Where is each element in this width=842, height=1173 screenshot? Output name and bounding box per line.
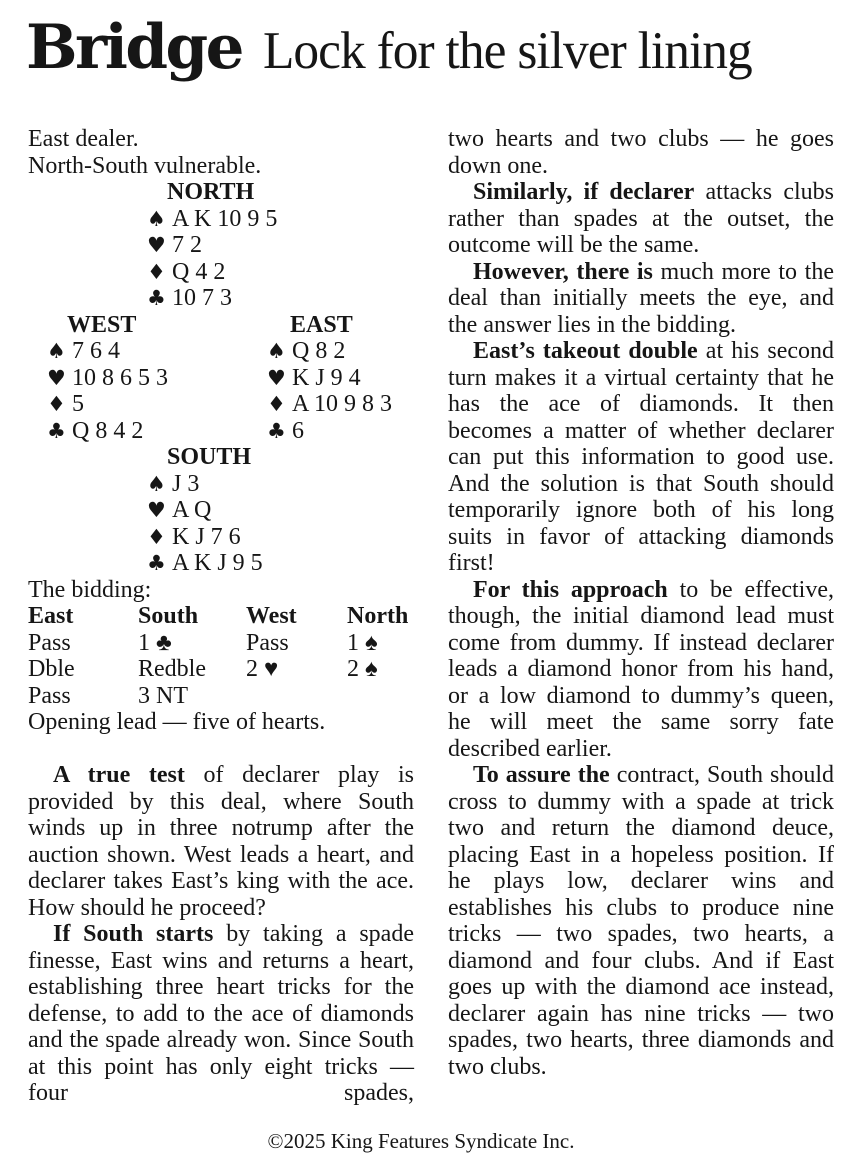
heart-icon: ♥ bbox=[267, 365, 286, 390]
bid-cell: 2 ♥ bbox=[246, 656, 279, 682]
south-label: SOUTH bbox=[167, 444, 252, 470]
bid-cell: Pass bbox=[28, 629, 71, 656]
paragraph bbox=[448, 179, 834, 259]
bidding-table bbox=[28, 603, 414, 709]
south-spades-line bbox=[147, 471, 414, 498]
diamond-icon: ♦ bbox=[47, 392, 66, 416]
paragraph-text: two hearts and two clubs — he goes down one. bbox=[448, 126, 834, 179]
south-hand bbox=[147, 444, 414, 577]
paragraph bbox=[448, 762, 834, 1080]
north-diamonds-cards: Q 4 2 bbox=[172, 258, 226, 285]
east-hearts-cards: K J 9 4 bbox=[292, 364, 361, 391]
north-hand bbox=[147, 179, 414, 312]
club-icon: ♣ bbox=[47, 418, 66, 443]
paragraph-text: by taking a spade finesse, East wins and returns a heart, establishing three heart tricks for the defense, to add to the ace of diamonds and the spade already won. Since South at this point has only eight tricks — four spades, bbox=[28, 921, 414, 1106]
dealer-line: East dealer. bbox=[28, 126, 139, 152]
diamond-icon: ♦ bbox=[147, 524, 166, 549]
bid-cell bbox=[347, 683, 414, 710]
club-icon: ♣ bbox=[147, 286, 166, 310]
opening-lead-line: Opening lead — five of hearts. bbox=[28, 709, 326, 735]
east-clubs-cards: 6 bbox=[292, 417, 304, 444]
paragraph-lead: If South starts bbox=[53, 921, 214, 947]
paragraph bbox=[448, 577, 834, 763]
paragraph bbox=[28, 921, 414, 1107]
bid-cell: Pass bbox=[246, 629, 289, 656]
paragraph-lead: However, there is bbox=[473, 258, 653, 285]
bid-header-west: West bbox=[246, 603, 297, 629]
heart-icon: ♥ bbox=[147, 498, 166, 522]
copyright-line: ©2025 King Features Syndicate Inc. bbox=[267, 1129, 575, 1153]
diamond-icon: ♦ bbox=[147, 259, 166, 284]
paragraph-lead: To assure the bbox=[473, 762, 610, 788]
diamond-icon: ♦ bbox=[267, 392, 286, 416]
south-hearts-line bbox=[147, 497, 414, 524]
bid-cell: 1 ♣ bbox=[138, 629, 172, 656]
paragraph-lead: For this approach bbox=[473, 576, 668, 603]
spade-icon: ♠ bbox=[147, 206, 166, 231]
east-clubs-line bbox=[267, 418, 392, 445]
paragraph-text: at his second turn makes it a virtual certainty that he has the ace of diamonds. It then becomes a matter of whether declarer can put this information to good use. And the solution is that South should temporarily ignore both of his long suits in favor of attacking diamonds first! bbox=[448, 338, 834, 576]
east-hand bbox=[267, 312, 392, 445]
bid-cell: 3 NT bbox=[138, 682, 188, 709]
bid-cell: Pass bbox=[28, 682, 71, 709]
north-spades-line bbox=[147, 206, 414, 233]
paragraph-text: of declarer play is provided by this deal, where South winds up in three notrump after the auction shown. West leads a heart, and declarer takes East’s king with the ace. How should he proceed? bbox=[28, 762, 414, 921]
west-diamonds-cards: 5 bbox=[72, 391, 84, 417]
west-east-row bbox=[28, 312, 414, 445]
bid-header-south: South bbox=[138, 603, 199, 629]
north-clubs-line bbox=[147, 285, 414, 312]
north-diamonds-line bbox=[147, 259, 414, 286]
right-column bbox=[448, 126, 834, 1080]
east-hearts-line bbox=[267, 365, 392, 392]
paragraph bbox=[448, 126, 834, 179]
bid-cell: 2 ♠ bbox=[347, 656, 378, 682]
spade-icon: ♠ bbox=[47, 339, 66, 363]
paragraph-text: contract, South should cross to dummy with a spade at trick two and return the diamond deuce, placing East in a hopeless position. If he plays low, declarer wins and establishes his clubs to produce nine tricks — two spades, two hearts, a diamond and four clubs. And if East goes up with the diamond ace instead, declarer again has nine tricks — two spades, two hearts, three diamonds and two clubs. bbox=[448, 762, 835, 1080]
east-spades-cards: Q 8 2 bbox=[292, 338, 346, 364]
west-label: WEST bbox=[67, 311, 137, 338]
club-icon: ♣ bbox=[267, 418, 286, 443]
east-label: EAST bbox=[290, 311, 353, 338]
bidding-intro: The bidding: bbox=[28, 576, 152, 603]
bid-cell: 1 ♠ bbox=[347, 629, 378, 656]
east-diamonds-cards: A 10 9 8 3 bbox=[292, 391, 393, 417]
north-hearts-line bbox=[147, 232, 414, 259]
south-clubs-cards: A K J 9 5 bbox=[172, 550, 263, 576]
bid-cell bbox=[246, 683, 347, 710]
column-headline: Lock for the silver lining bbox=[262, 22, 752, 80]
north-clubs-cards: 10 7 3 bbox=[172, 285, 232, 311]
north-label: NORTH bbox=[167, 179, 255, 205]
east-spades-line bbox=[267, 338, 392, 365]
heart-icon: ♥ bbox=[147, 233, 166, 257]
north-hearts-cards: 7 2 bbox=[172, 232, 202, 258]
south-diamonds-cards: K J 7 6 bbox=[172, 523, 241, 550]
south-diamonds-line bbox=[147, 524, 414, 551]
paragraph-text: to be effective, though, the initial diamond lead must come from dummy. If instead declarer leads a diamond honor from his hand, or a low diamond to dummy’s queen, he will meet the same sorry fate described earlier. bbox=[448, 576, 835, 762]
bid-cell: Dble bbox=[28, 656, 75, 682]
masthead bbox=[26, 12, 767, 83]
bid-cell: Redble bbox=[138, 656, 206, 682]
deal-meta bbox=[28, 126, 414, 179]
west-clubs-cards: Q 8 4 2 bbox=[72, 417, 144, 444]
vulnerability-line: North-South vulnerable. bbox=[28, 152, 262, 179]
paragraph-lead: Similarly, if declarer bbox=[473, 179, 695, 205]
south-spades-cards: J 3 bbox=[172, 470, 200, 497]
heart-icon: ♥ bbox=[47, 365, 66, 390]
paragraph-lead: East’s takeout double bbox=[473, 338, 698, 364]
club-icon: ♣ bbox=[147, 551, 166, 575]
paragraph bbox=[28, 762, 414, 921]
paragraph-text: much more to the deal than initially meets the eye, and the answer lies in the bidding. bbox=[448, 258, 834, 338]
south-clubs-line bbox=[147, 550, 414, 577]
paragraph-text: attacks clubs rather than spades at the outset, the outcome will be the same. bbox=[448, 179, 835, 258]
north-spades-cards: A K 10 9 5 bbox=[172, 205, 278, 232]
paragraph-lead: A true test bbox=[53, 762, 185, 788]
column-brand: Bridge bbox=[26, 12, 242, 83]
spade-icon: ♠ bbox=[147, 471, 166, 496]
south-hearts-cards: A Q bbox=[172, 497, 212, 523]
west-hearts-cards: 10 8 6 5 3 bbox=[72, 364, 168, 391]
bid-header-east: East bbox=[28, 603, 74, 629]
spade-icon: ♠ bbox=[267, 339, 286, 363]
left-column bbox=[28, 126, 414, 1107]
west-spades-cards: 7 6 4 bbox=[72, 338, 120, 364]
paragraph bbox=[448, 338, 834, 577]
bid-header-north: North bbox=[347, 603, 409, 629]
east-diamonds-line bbox=[267, 391, 392, 418]
paragraph bbox=[448, 259, 834, 339]
